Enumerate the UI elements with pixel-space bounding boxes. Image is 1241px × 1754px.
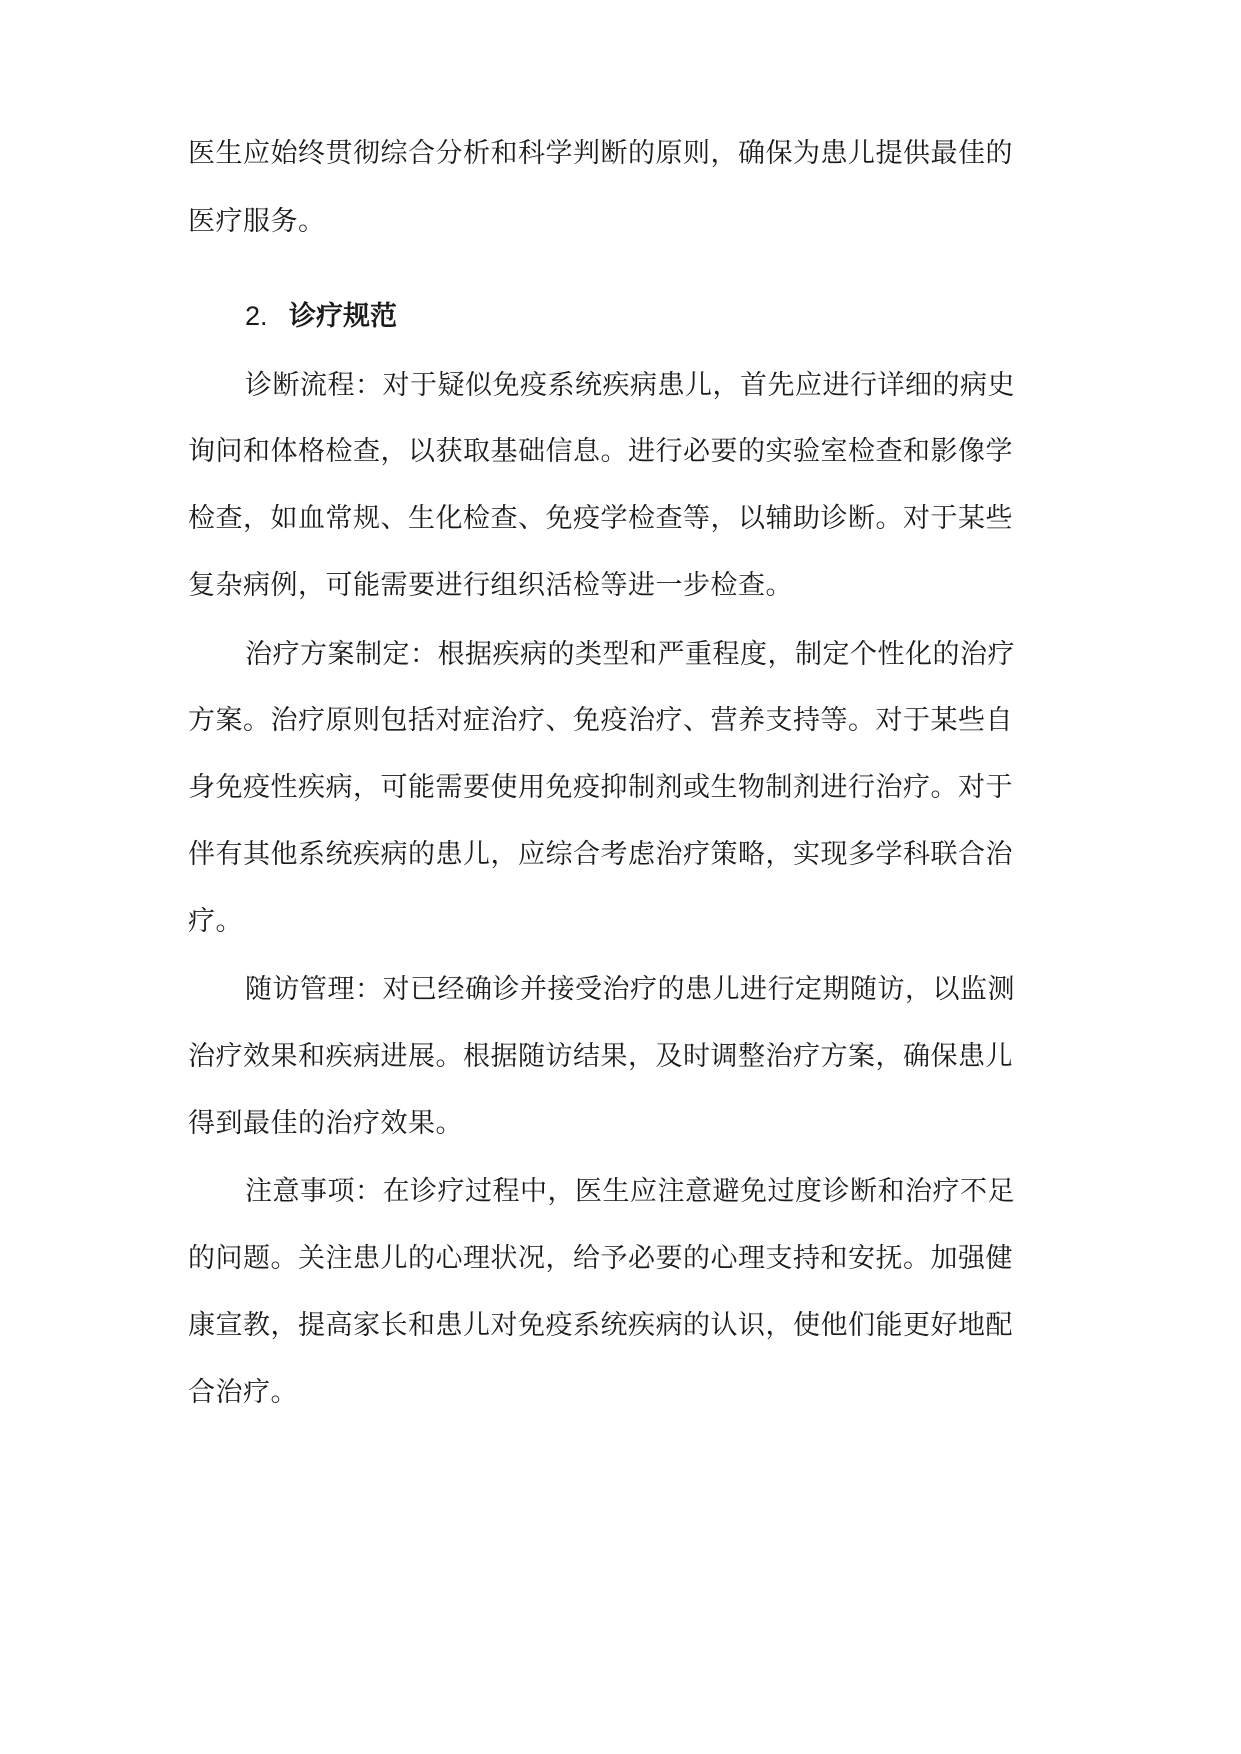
paragraph-followup-line-1: 随访管理：对已经确诊并接受治疗的患儿进行定期随访，以监测 xyxy=(245,974,1015,1005)
section-heading xyxy=(245,296,397,337)
intro-line-2: 医疗服务。 xyxy=(188,206,326,237)
paragraph-diagnosis-line-2: 询问和体格检查，以获取基础信息。进行必要的实验室检查和影像学 xyxy=(188,436,1013,467)
paragraph-precautions-line-1: 注意事项：在诊疗过程中，医生应注意避免过度诊断和治疗不足 xyxy=(245,1176,1015,1207)
paragraph-treatment-line-4: 伴有其他系统疾病的患儿，应综合考虑治疗策略，实现多学科联合治 xyxy=(188,839,1013,870)
paragraph-treatment-line-3: 身免疫性疾病，可能需要使用免疫抑制剂或生物制剂进行治疗。对于 xyxy=(188,772,1013,803)
paragraph-precautions-line-2: 的问题。关注患儿的心理状况，给予必要的心理支持和安抚。加强健 xyxy=(188,1243,1013,1274)
paragraph-diagnosis-line-1: 诊断流程：对于疑似免疫系统疾病患儿，首先应进行详细的病史 xyxy=(245,370,1015,401)
section-number: 2. xyxy=(245,301,268,331)
paragraph-diagnosis-line-4: 复杂病例，可能需要进行组织活检等进一步检查。 xyxy=(188,570,793,601)
paragraph-diagnosis-line-3: 检查，如血常规、生化检查、免疫学检查等，以辅助诊断。对于某些 xyxy=(188,503,1013,534)
intro-line-1: 医生应始终贯彻综合分析和科学判断的原则，确保为患儿提供最佳的 xyxy=(188,138,1013,169)
paragraph-treatment-line-5: 疗。 xyxy=(188,906,243,937)
paragraph-followup-line-3: 得到最佳的治疗效果。 xyxy=(188,1108,463,1139)
paragraph-treatment-line-1: 治疗方案制定：根据疾病的类型和严重程度，制定个性化的治疗 xyxy=(245,639,1015,670)
paragraph-precautions-line-4: 合治疗。 xyxy=(188,1377,298,1408)
paragraph-precautions-line-3: 康宣教，提高家长和患儿对免疫系统疾病的认识，使他们能更好地配 xyxy=(188,1310,1013,1341)
section-title: 诊疗规范 xyxy=(289,301,397,332)
paragraph-treatment-line-2: 方案。治疗原则包括对症治疗、免疫治疗、营养支持等。对于某些自 xyxy=(188,705,1013,736)
paragraph-followup-line-2: 治疗效果和疾病进展。根据随访结果，及时调整治疗方案，确保患儿 xyxy=(188,1041,1013,1072)
